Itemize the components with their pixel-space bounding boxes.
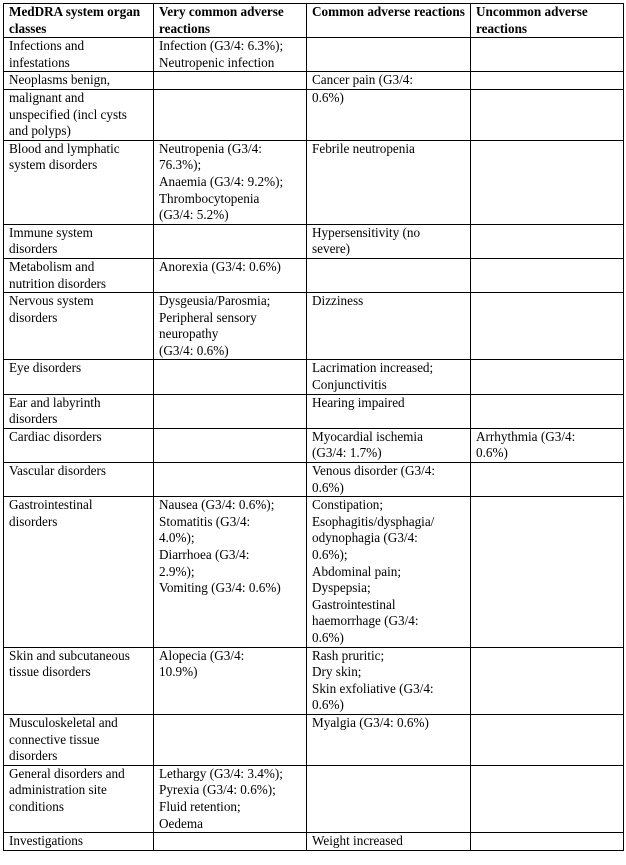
- cell-system-organ-class-text: Immune system disorders: [9, 224, 93, 257]
- cell-system-organ-class-text: Nervous system disorders: [9, 293, 94, 325]
- cell-common: [307, 497, 471, 647]
- cell-very-common: [154, 38, 307, 72]
- cell-system-organ-class: [4, 38, 154, 72]
- table-row: [4, 833, 624, 851]
- cell-system-organ-class-text: Vascular disorders: [9, 463, 107, 479]
- table-row: [4, 463, 624, 497]
- cell-uncommon: [471, 293, 624, 360]
- cell-system-organ-class: [4, 647, 154, 714]
- table-row: [4, 72, 624, 90]
- cell-very-common-text: Neutropenia (G3/4: 76.3%); Anaemia (G3/4: 9.2%); Thrombocytopenia (G3/4: 5.2%): [159, 140, 284, 223]
- adverse-reactions-table: [3, 3, 624, 851]
- cell-system-organ-class-text: Cardiac disorders: [9, 428, 102, 444]
- cell-uncommon: [471, 428, 624, 462]
- cell-system-organ-class: [4, 140, 154, 224]
- cell-very-common: [154, 72, 307, 90]
- table-row: [4, 765, 624, 832]
- cell-common: [307, 360, 471, 394]
- cell-system-organ-class-text: malignant and unspecified (incl cysts and polyps): [9, 89, 127, 139]
- cell-system-organ-class: [4, 258, 154, 292]
- cell-system-organ-class-text: Musculoskeletal and connective tissue disorders: [9, 714, 118, 764]
- table-row: [4, 224, 624, 258]
- table-row: [4, 497, 624, 647]
- table-row: [4, 38, 624, 72]
- table-row: [4, 140, 624, 224]
- cell-common: [307, 89, 471, 140]
- cell-very-common: [154, 833, 307, 851]
- cell-uncommon: [471, 38, 624, 72]
- cell-uncommon: [471, 463, 624, 497]
- cell-system-organ-class-text: Eye disorders: [9, 360, 82, 376]
- cell-very-common: [154, 224, 307, 258]
- cell-common: [307, 38, 471, 72]
- cell-common: [307, 72, 471, 90]
- cell-common-text: Cancer pain (G3/4:: [312, 72, 414, 88]
- cell-system-organ-class: [4, 497, 154, 647]
- cell-system-organ-class: [4, 89, 154, 140]
- table-row: [4, 360, 624, 394]
- table-body: [4, 38, 624, 851]
- cell-system-organ-class: [4, 714, 154, 765]
- cell-system-organ-class: [4, 833, 154, 851]
- cell-system-organ-class: [4, 360, 154, 394]
- header-system-organ-class: MedDRA system organ classes: [4, 4, 154, 38]
- table-header: [4, 4, 624, 38]
- cell-system-organ-class: [4, 293, 154, 360]
- cell-system-organ-class-text: General disorders and administration site conditions: [9, 765, 125, 814]
- cell-common: [307, 140, 471, 224]
- cell-system-organ-class-text: Metabolism and nutrition disorders: [9, 258, 107, 291]
- cell-common: [307, 463, 471, 497]
- cell-very-common-text: Dysgeusia/Parosmia; Peripheral sensory neuropathy (G3/4: 0.6%): [159, 293, 271, 358]
- cell-very-common: [154, 497, 307, 647]
- cell-very-common-text: Infection (G3/4: 6.3%); Neutropenic infection: [159, 38, 284, 70]
- cell-system-organ-class-text: Ear and labyrinth disorders: [9, 394, 101, 427]
- cell-system-organ-class-text: Skin and subcutaneous tissue disorders: [9, 647, 130, 680]
- cell-uncommon: [471, 714, 624, 765]
- table-row: [4, 89, 624, 140]
- header-uncommon: Uncommon adverse reactions: [471, 4, 624, 38]
- cell-common-text: Lacrimation increased; Conjunctivitis: [312, 360, 434, 393]
- table-row: [4, 293, 624, 360]
- cell-very-common-text: Alopecia (G3/4: 10.9%): [159, 647, 245, 680]
- cell-system-organ-class-text: Blood and lymphatic system disorders: [9, 140, 120, 173]
- cell-very-common: [154, 140, 307, 224]
- cell-common: [307, 394, 471, 428]
- cell-system-organ-class: [4, 463, 154, 497]
- cell-common-text: Hearing impaired: [312, 394, 405, 410]
- cell-common: [307, 765, 471, 832]
- cell-common: [307, 647, 471, 714]
- header-very-common: Very common adverse reactions: [154, 4, 307, 38]
- cell-common: [307, 833, 471, 851]
- cell-uncommon: [471, 89, 624, 140]
- table-row: [4, 394, 624, 428]
- cell-uncommon-text: Arrhythmia (G3/4: 0.6%): [476, 428, 576, 461]
- cell-very-common-text: Anorexia (G3/4: 0.6%): [159, 258, 281, 274]
- table-row: [4, 714, 624, 765]
- cell-very-common: [154, 258, 307, 292]
- cell-uncommon: [471, 394, 624, 428]
- cell-very-common: [154, 647, 307, 714]
- table-row: [4, 428, 624, 462]
- cell-uncommon: [471, 258, 624, 292]
- cell-system-organ-class-text: Investigations: [9, 833, 83, 849]
- cell-system-organ-class: [4, 72, 154, 90]
- cell-common: [307, 428, 471, 462]
- cell-system-organ-class-text: Neoplasms benign,: [9, 72, 111, 88]
- cell-system-organ-class-text: Gastrointestinal disorders: [9, 497, 93, 529]
- cell-uncommon: [471, 497, 624, 647]
- cell-common-text: Hypersensitivity (no severe): [312, 224, 421, 257]
- cell-common: [307, 714, 471, 765]
- cell-system-organ-class-text: Infections and infestations: [9, 38, 85, 70]
- cell-system-organ-class: [4, 765, 154, 832]
- cell-uncommon: [471, 72, 624, 90]
- cell-very-common: [154, 360, 307, 394]
- cell-very-common: [154, 89, 307, 140]
- cell-very-common-text: Lethargy (G3/4: 3.4%); Pyrexia (G3/4: 0.6%); Fluid retention; Oedema: [159, 765, 283, 831]
- cell-common-text: Myalgia (G3/4: 0.6%): [312, 714, 429, 730]
- cell-system-organ-class: [4, 394, 154, 428]
- cell-system-organ-class: [4, 428, 154, 462]
- cell-very-common: [154, 394, 307, 428]
- cell-common: [307, 258, 471, 292]
- cell-common-text: 0.6%): [312, 89, 344, 105]
- cell-very-common-text: Nausea (G3/4: 0.6%); Stomatitis (G3/4: 4.0%); Diarrhoea (G3/4: 2.9%); Vomiting (G3/4: 0.6%): [159, 497, 281, 596]
- cell-common-text: Dizziness: [312, 293, 364, 309]
- header-common: Common adverse reactions: [307, 4, 471, 38]
- cell-uncommon: [471, 224, 624, 258]
- cell-common-text: Febrile neutropenia: [312, 140, 415, 156]
- cell-very-common: [154, 293, 307, 360]
- cell-very-common: [154, 463, 307, 497]
- cell-uncommon: [471, 647, 624, 714]
- cell-system-organ-class: [4, 224, 154, 258]
- cell-uncommon: [471, 360, 624, 394]
- cell-common: [307, 224, 471, 258]
- table-row: [4, 258, 624, 292]
- cell-common-text: Myocardial ischemia (G3/4: 1.7%): [312, 428, 423, 461]
- cell-uncommon: [471, 765, 624, 832]
- cell-very-common: [154, 765, 307, 832]
- cell-very-common: [154, 428, 307, 462]
- header-row: [4, 4, 624, 38]
- cell-very-common: [154, 714, 307, 765]
- cell-uncommon: [471, 833, 624, 851]
- cell-common-text: Rash pruritic; Dry skin; Skin exfoliative (G3/4: 0.6%): [312, 647, 434, 713]
- cell-common-text: Weight increased: [312, 833, 403, 849]
- cell-common: [307, 293, 471, 360]
- cell-uncommon: [471, 140, 624, 224]
- cell-common-text: Venous disorder (G3/4: 0.6%): [312, 463, 436, 495]
- table-row: [4, 647, 624, 714]
- cell-common-text: Constipation; Esophagitis/dysphagia/ odynophagia (G3/4: 0.6%); Abdominal pain; Dyspepsia; Gastrointestinal haemorrhage (G3/4: 0.6%): [312, 497, 435, 645]
